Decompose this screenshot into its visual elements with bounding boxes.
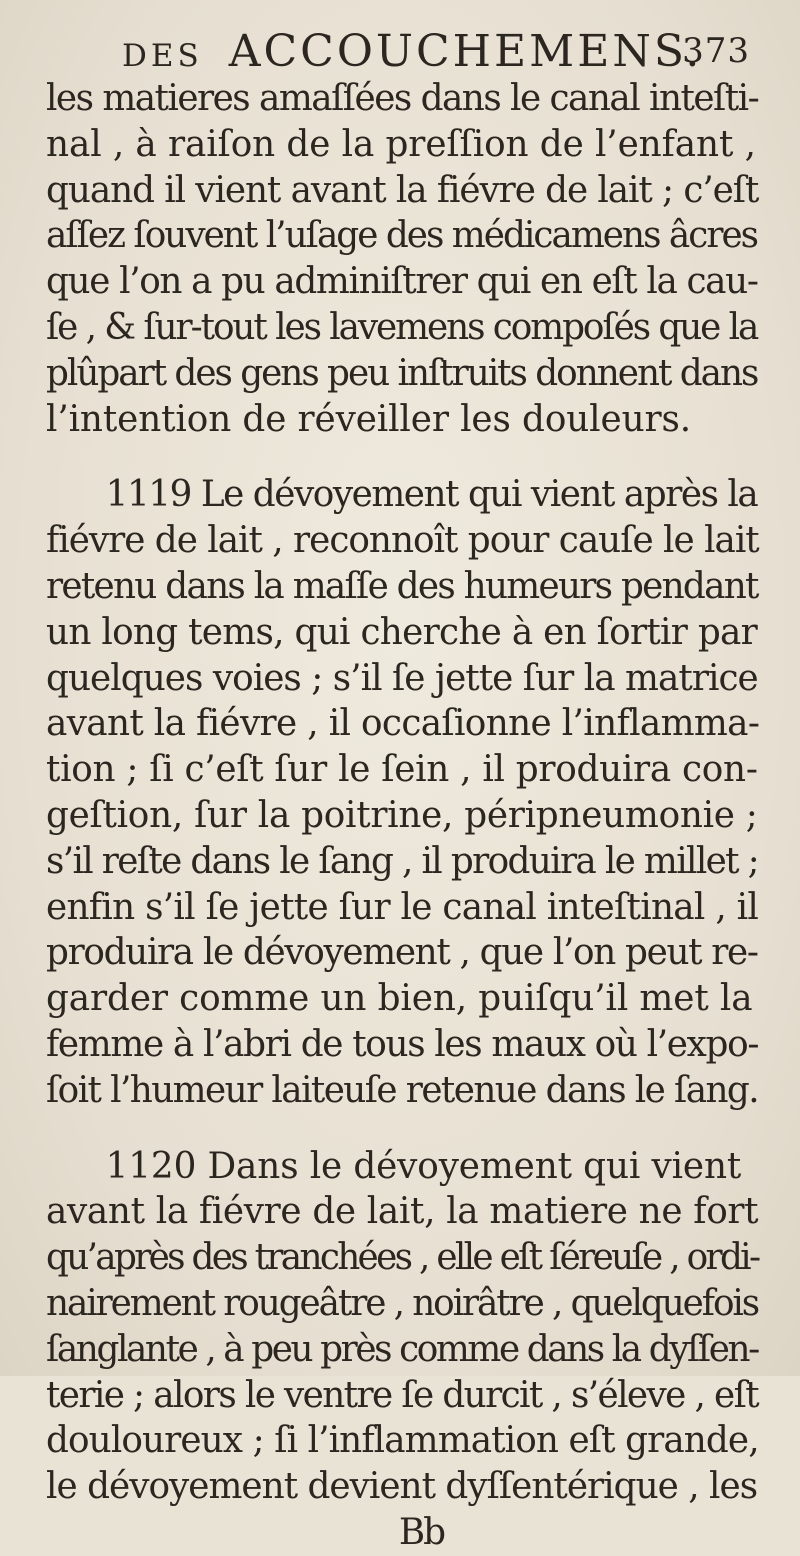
text-line: terie ; alors le ventre ſe durcit , s’éleve , eſt <box>46 1374 759 1416</box>
text-line: femme à l’abri de tous les maux où l’expo- <box>46 1023 759 1065</box>
text-line: nairement rougeâtre , noirâtre , quelquefois <box>46 1282 759 1324</box>
text-line: avant la fiévre , il occaſionne l’inflamma- <box>46 703 760 745</box>
text-line: douloureux ; ſi l’inflammation eſt grande, <box>46 1420 759 1462</box>
text-line: qu’après des tranchées , elle eſt ſéreuſe , ordi- <box>46 1237 759 1279</box>
text-line: quand il vient avant la fiévre de lait ; c’eſt <box>46 169 759 211</box>
paragraph-1 <box>46 76 766 442</box>
text-line: ſanglante , à peu près comme dans la dyſſen- <box>46 1328 758 1370</box>
text-line: que l’on a pu adminiſtrer qui en eſt la cau- <box>46 261 758 303</box>
page-body <box>46 76 766 1556</box>
text-line: plûpart des gens peu inſtruits donnent dans <box>46 352 758 394</box>
text-line: l’intention de réveiller les douleurs. <box>46 398 692 440</box>
text-line: produira le dévoyement , que l’on peut re- <box>46 932 758 974</box>
text-line: aſſez ſouvent l’uſage des médicamens âcres <box>46 215 758 257</box>
header-prefix: DES <box>122 38 203 74</box>
text-line: s’il reſte dans le ſang , il produira le millet ; <box>46 840 759 882</box>
text-line: enfin s’il ſe jette ſur le canal inteſtinal , il <box>46 886 759 928</box>
text-line: garder comme un bien, puiſqu’il met la <box>46 978 753 1020</box>
text-line: les matieres amaſſées dans le canal inteſti- <box>46 78 759 119</box>
text-line: ſe , & ſur-tout les lavemens compoſés que la <box>46 306 758 348</box>
text-line: 1119 Le dévoyement qui vient après la <box>105 474 758 516</box>
paragraph-spacer <box>46 1114 766 1144</box>
page-number: 373 <box>682 31 750 71</box>
text-line: quelques voies ; s’il ſe jette ſur la matrice <box>46 657 758 699</box>
signature-mark: Bb <box>398 1511 445 1553</box>
text-line: tion ; ſi c’eſt ſur le ſein , il produira con- <box>46 749 758 791</box>
text-line: retenu dans la maſſe des humeurs pendant <box>46 565 758 607</box>
text-line: le dévoyement devient dyſſentérique , les <box>46 1466 758 1508</box>
text-line: fiévre de lait , reconnoît pour cauſe le lait <box>46 520 759 562</box>
text-line: avant la fiévre de lait, la matiere ne fort <box>46 1191 759 1233</box>
text-line: ſoit l’humeur laiteuſe retenue dans le ſang. <box>46 1069 759 1111</box>
running-header <box>122 26 762 77</box>
text-line: geſtion, ſur la poitrine, péripneumonie ; <box>46 794 758 836</box>
text-line: 1120 Dans le dévoyement qui vient <box>105 1145 742 1187</box>
paragraph-spacer <box>46 442 766 472</box>
paragraph-1120 <box>46 1144 766 1510</box>
text-line: nal , à raiſon de la preſſion de l’enfant , <box>46 123 756 165</box>
text-line: un long tems, qui cherche à en ſortir par <box>46 611 758 653</box>
paragraph-1119 <box>46 472 766 1113</box>
header-title: ACCOUCHEMENS. <box>228 26 703 77</box>
